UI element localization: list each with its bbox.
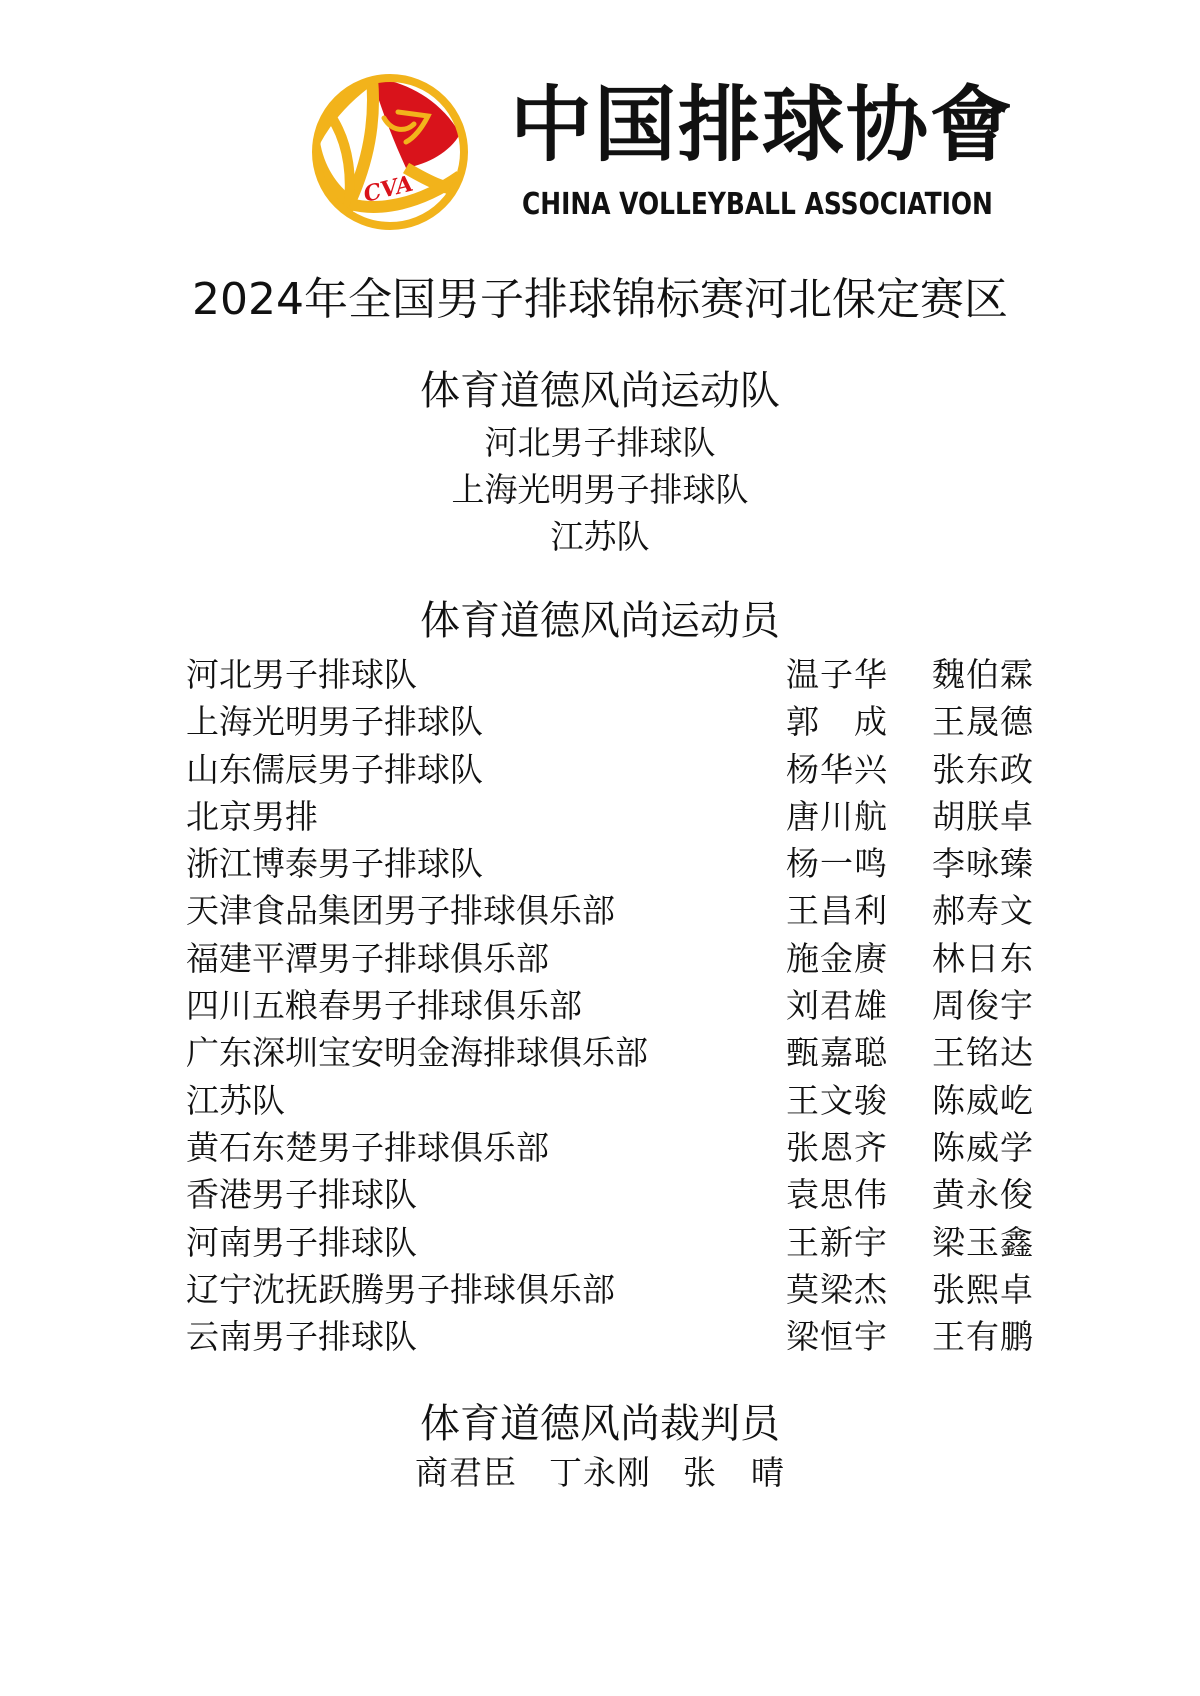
cva-ball-text: CVA (360, 170, 416, 208)
event-title: 2024年全国男子排球锦标赛河北保定赛区 (192, 274, 1008, 325)
athlete-name: 王晟德 (932, 702, 1034, 742)
referee-name: 丁永刚 (549, 1453, 651, 1492)
athlete-name: 陈威屹 (932, 1080, 1034, 1120)
athlete-row (186, 935, 1046, 982)
athlete-row (186, 840, 1046, 887)
athlete-team-name: 河北男子排球队 (186, 655, 417, 694)
athlete-team-name: 云南男子排球队 (186, 1317, 417, 1357)
athlete-team-name: 江苏队 (186, 1080, 285, 1120)
athlete-name: 周俊宇 (932, 986, 1034, 1026)
athlete-team-name: 香港男子排球队 (186, 1175, 417, 1215)
athlete-row (186, 651, 1046, 698)
athlete-name: 施金赓 (786, 938, 888, 978)
athlete-row (186, 1077, 1046, 1124)
referee-name: 张 晴 (683, 1453, 785, 1492)
athlete-name: 刘君雄 (786, 986, 888, 1026)
athlete-name: 杨华兴 (786, 749, 888, 789)
athlete-name: 温子华 (786, 655, 888, 694)
athlete-team-name: 四川五粮春男子排球俱乐部 (186, 986, 582, 1026)
referees-section-heading: 体育道德风尚裁判员 (420, 1401, 780, 1447)
athlete-name: 王铭达 (932, 1033, 1034, 1073)
athlete-team-name: 河南男子排球队 (186, 1222, 417, 1262)
team-name: 河北男子排球队 (484, 423, 716, 462)
athlete-team-name: 辽宁沈抚跃腾男子排球俱乐部 (186, 1269, 615, 1309)
athletes-list (186, 651, 1046, 1360)
athlete-name: 莫梁杰 (786, 1269, 888, 1309)
athlete-name: 杨一鸣 (786, 844, 888, 884)
athlete-name: 张熙卓 (932, 1269, 1034, 1309)
referee-name: 商君臣 (415, 1453, 517, 1492)
referee-list (0, 1450, 1200, 1496)
athlete-row (186, 1266, 1046, 1313)
athlete-row (186, 1171, 1046, 1218)
athlete-name: 林日东 (932, 938, 1034, 978)
athlete-name: 甄嘉聪 (786, 1033, 888, 1073)
athlete-name: 张恩齐 (786, 1127, 888, 1167)
athlete-name: 胡朕卓 (932, 796, 1034, 836)
team-name: 上海光明男子排球队 (451, 470, 749, 509)
athlete-name: 陈威学 (932, 1127, 1034, 1167)
athlete-name: 魏伯霖 (932, 655, 1034, 694)
athlete-row (186, 746, 1046, 793)
athlete-name: 李咏臻 (932, 844, 1034, 884)
athlete-row (186, 698, 1046, 745)
association-name-cn: 中国排球协會 (510, 77, 1015, 173)
cva-logo (310, 72, 1015, 242)
athlete-row (186, 793, 1046, 840)
athlete-name: 黄永俊 (932, 1175, 1034, 1215)
athlete-row (186, 887, 1046, 934)
athletes-section-heading: 体育道德风尚运动员 (420, 598, 780, 644)
teams-section-heading: 体育道德风尚运动队 (420, 368, 780, 414)
athlete-name: 张东政 (932, 749, 1034, 789)
athlete-name: 梁玉鑫 (932, 1222, 1034, 1262)
volleyball-logo-icon (310, 72, 470, 232)
athlete-team-name: 天津食品集团男子排球俱乐部 (186, 891, 615, 931)
athlete-name: 王文骏 (786, 1080, 888, 1120)
athlete-team-name: 浙江博泰男子排球队 (186, 844, 483, 884)
athlete-row (186, 1313, 1046, 1360)
athlete-row (186, 982, 1046, 1029)
athlete-team-name: 北京男排 (186, 796, 318, 836)
athlete-name: 王新宇 (786, 1222, 888, 1262)
athlete-row (186, 1029, 1046, 1076)
athlete-name: 郝寿文 (932, 891, 1034, 931)
athlete-row (186, 1219, 1046, 1266)
athlete-team-name: 广东深圳宝安明金海排球俱乐部 (186, 1033, 648, 1073)
athlete-name: 郭 成 (786, 702, 888, 742)
athlete-team-name: 黄石东楚男子排球俱乐部 (186, 1127, 549, 1167)
athlete-team-name: 上海光明男子排球队 (186, 702, 483, 742)
athlete-name: 王有鹏 (932, 1317, 1034, 1357)
athlete-name: 梁恒宇 (786, 1317, 888, 1357)
association-name-en: CHINA VOLLEYBALL ASSOCIATION (522, 187, 993, 222)
athlete-team-name: 山东儒辰男子排球队 (186, 749, 483, 789)
athlete-team-name: 福建平潭男子排球俱乐部 (186, 938, 549, 978)
athlete-name: 王昌利 (786, 891, 888, 931)
team-name: 江苏队 (550, 517, 650, 556)
athlete-name: 唐川航 (786, 796, 888, 836)
athlete-row (186, 1124, 1046, 1171)
athlete-name: 袁思伟 (786, 1175, 888, 1215)
